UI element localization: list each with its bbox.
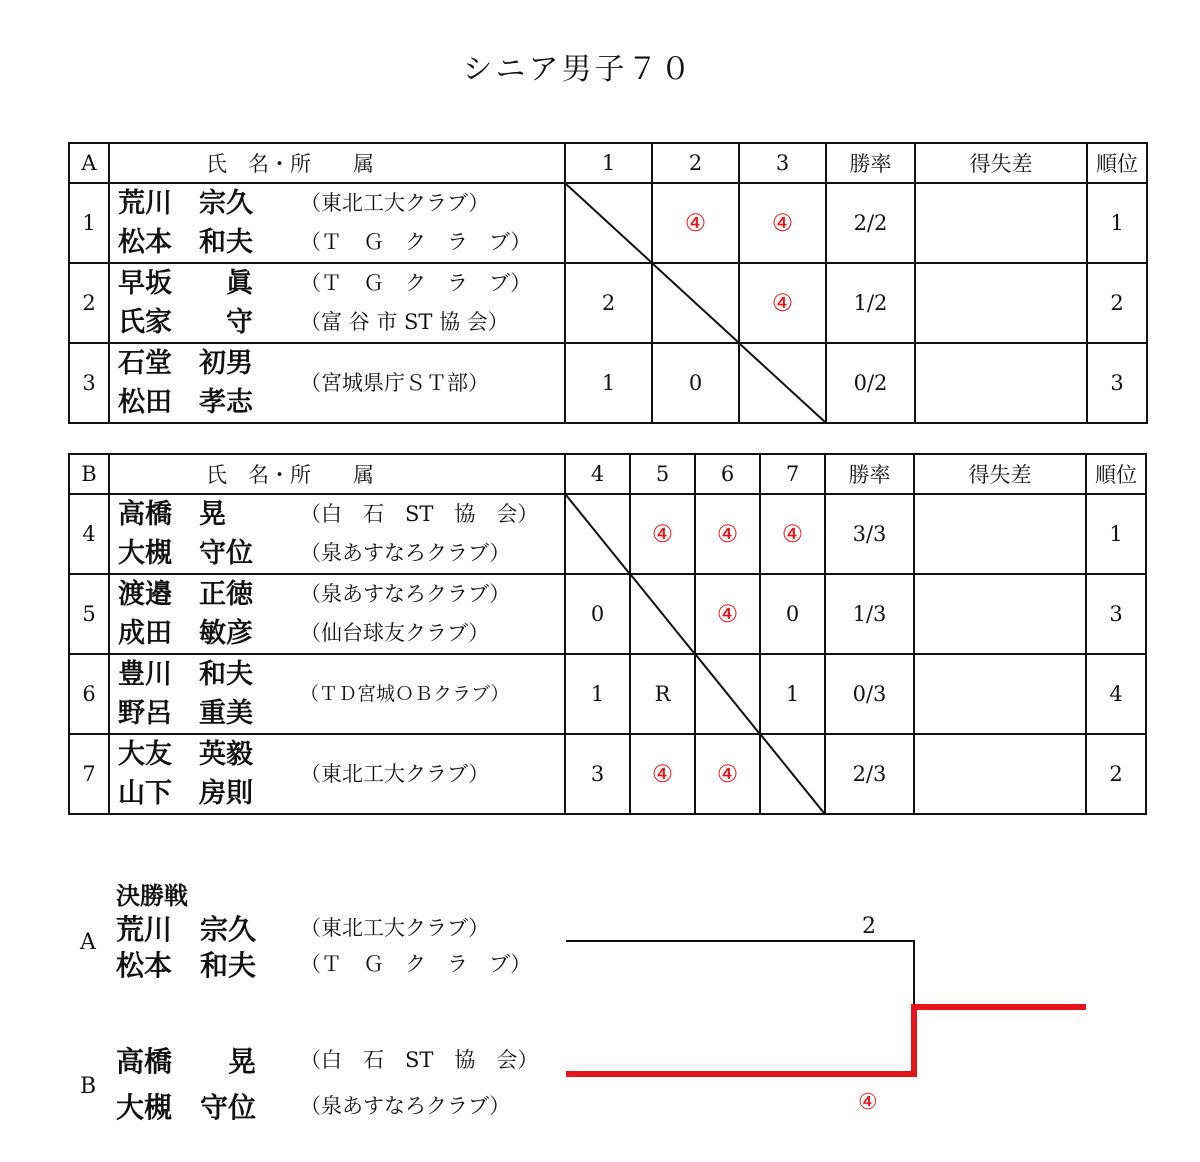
club-name: （Ｔ Ｇ ク ラ ブ） [300,271,532,295]
group-a-label: A [69,143,109,183]
row-number: 2 [69,263,109,343]
col-header: 7 [760,454,825,494]
club-name: （Ｔ Ｇ ク ラ ブ） [300,952,532,976]
score-cell: ④ [695,494,760,574]
rank: 1 [1086,494,1146,574]
diff-header: 得失差 [914,454,1086,494]
rank: 3 [1086,574,1146,654]
player-name: 大槻 守位 [116,1091,257,1124]
player-name: 高橋 晃 [116,1045,257,1078]
win-rate: 0/2 [826,343,915,423]
player-name: 渡邉 正徳 [118,579,253,610]
club-name: （泉あすなろクラブ） [300,1094,511,1118]
col-header: 6 [695,454,760,494]
club-name: （ＴＤ宮城ＯＢクラブ） [300,682,510,705]
club-name: （宮城県庁ＳＴ部） [300,370,489,395]
club-name: （東北工大クラブ） [300,191,490,215]
win-rate: 3/3 [825,494,914,574]
final-a-score: 2 [862,914,876,939]
col-header: 4 [565,454,630,494]
win-rate: 1/3 [825,574,914,654]
score-cell: 0 [565,574,630,654]
club-name: （白 石 ST 協 会） [300,502,539,526]
player-name: 成田 敏彦 [118,618,253,649]
club-name: （Ｔ Ｇ ク ラ ブ） [300,230,532,254]
player-name: 大槻 守位 [118,538,253,569]
score-cell: ④ [739,263,826,343]
row-number: 3 [69,343,109,423]
win-rate: 2/2 [826,183,915,263]
score-cell: ④ [739,183,826,263]
rank: 3 [1087,343,1147,423]
row-number: 6 [69,654,109,734]
player-name: 松本 和夫 [118,227,253,258]
score-cell: R [630,654,695,734]
player-name: 山下 房則 [118,778,253,809]
win-rate-header: 勝率 [826,143,915,183]
player-name: 高橋 晃 [118,499,226,530]
player-name: 氏家 守 [118,307,253,338]
player-name: 大友 英毅 [118,739,253,770]
row-number: 1 [69,183,109,263]
player-name: 豊川 和夫 [118,659,253,690]
club-name: （泉あすなろクラブ） [300,541,511,565]
score-cell: ④ [652,183,739,263]
player-name: 松田 孝志 [118,387,253,418]
col-header: 5 [630,454,695,494]
player-name: 松本 和夫 [116,949,257,982]
club-name: （仙台球友クラブ） [300,621,490,645]
score-cell: ④ [695,734,760,814]
final-b-label: B [80,1074,97,1099]
col-header: 3 [739,143,826,183]
win-rate: 1/2 [826,263,915,343]
win-rate: 2/3 [825,734,914,814]
final-a-label: A [80,930,96,955]
score-cell: ④ [630,734,695,814]
score-cell: ④ [695,574,760,654]
page-title: シニア男子７０ [462,52,694,87]
club-name: （白 石 ST 協 会） [300,1048,539,1072]
name-affiliation-header: 氏 名・所 属 [109,143,565,183]
row-number: 7 [69,734,109,814]
club-name: （東北工大クラブ） [300,761,490,786]
score-cell: ④ [760,494,825,574]
rank: 2 [1086,734,1146,814]
group-b-label: B [69,454,109,494]
rank: 1 [1087,183,1147,263]
rank: 2 [1087,263,1147,343]
rank-header: 順位 [1087,143,1147,183]
score-cell: 1 [565,654,630,734]
win-rate-header: 勝率 [825,454,914,494]
row-number: 5 [69,574,109,654]
score-cell: 1 [565,343,652,423]
score-cell: 0 [652,343,739,423]
final-label: 決勝戦 [116,882,188,910]
score-cell: 3 [565,734,630,814]
player-name: 野呂 重美 [118,698,253,729]
final-b-score: ④ [858,1090,878,1115]
win-rate: 0/3 [825,654,914,734]
club-name: （東北工大クラブ） [300,916,490,940]
diff-header: 得失差 [915,143,1087,183]
player-name: 荒川 宗久 [118,188,253,219]
score-cell: 0 [760,574,825,654]
score-cell: 2 [565,263,652,343]
club-name: （泉あすなろクラブ） [300,582,511,606]
player-name: 荒川 宗久 [116,913,257,946]
row-number: 4 [69,494,109,574]
col-header: 1 [565,143,652,183]
col-header: 2 [652,143,739,183]
player-name: 石堂 初男 [118,348,253,379]
club-name: （富 谷 市 ST 協 会） [300,310,509,334]
bracket-line-b-winner [566,1007,1086,1074]
rank-header: 順位 [1086,454,1146,494]
name-affiliation-header: 氏 名・所 属 [109,454,565,494]
score-cell: ④ [630,494,695,574]
bracket-line-a [566,941,914,1005]
score-cell: 1 [760,654,825,734]
player-name: 早坂 眞 [118,268,253,299]
rank: 4 [1086,654,1146,734]
